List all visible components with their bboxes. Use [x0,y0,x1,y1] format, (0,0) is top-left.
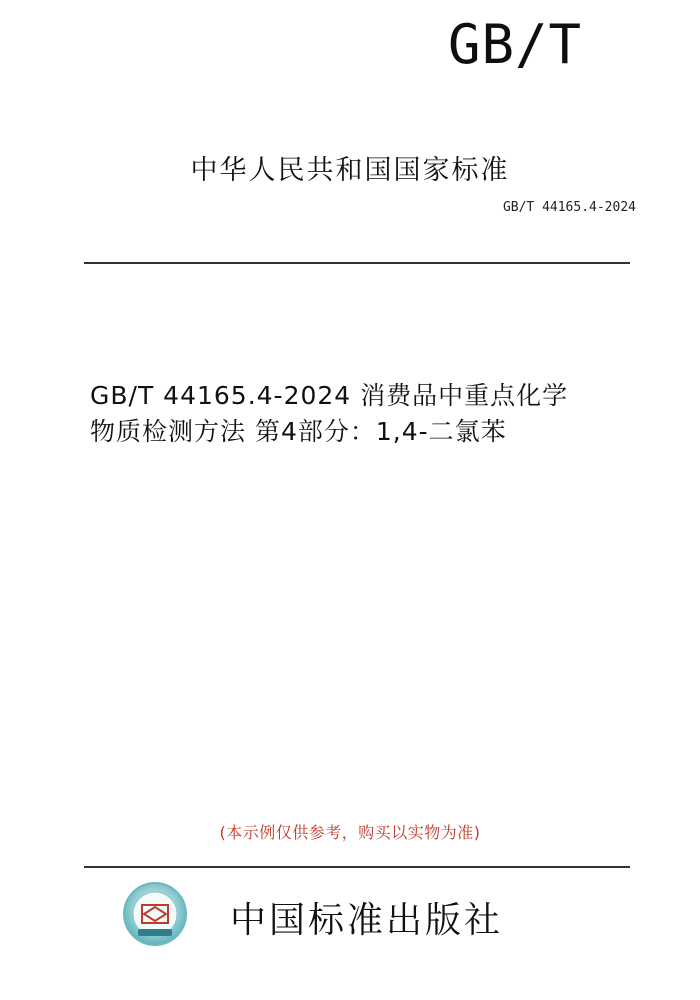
publisher-seal-icon [122,881,188,947]
bottom-divider [84,866,630,868]
document-title [90,378,650,450]
document-title-line-2: 物质检测方法 第4部分：1,4-二氯苯 [90,417,507,446]
standard-number: GB/T 44165.4-2024 [502,200,636,215]
top-divider [84,262,630,264]
publisher-name: 中国标准出版社 [230,900,504,941]
standard-category-title: 中华人民共和国国家标准 [190,155,510,186]
sample-notice: (本示例仅供参考，购买以实物为准) [219,823,481,842]
gbt-logo: GB/T [448,13,583,76]
document-title-line-1: GB/T 44165.4-2024 消费品中重点化学 [90,381,569,410]
